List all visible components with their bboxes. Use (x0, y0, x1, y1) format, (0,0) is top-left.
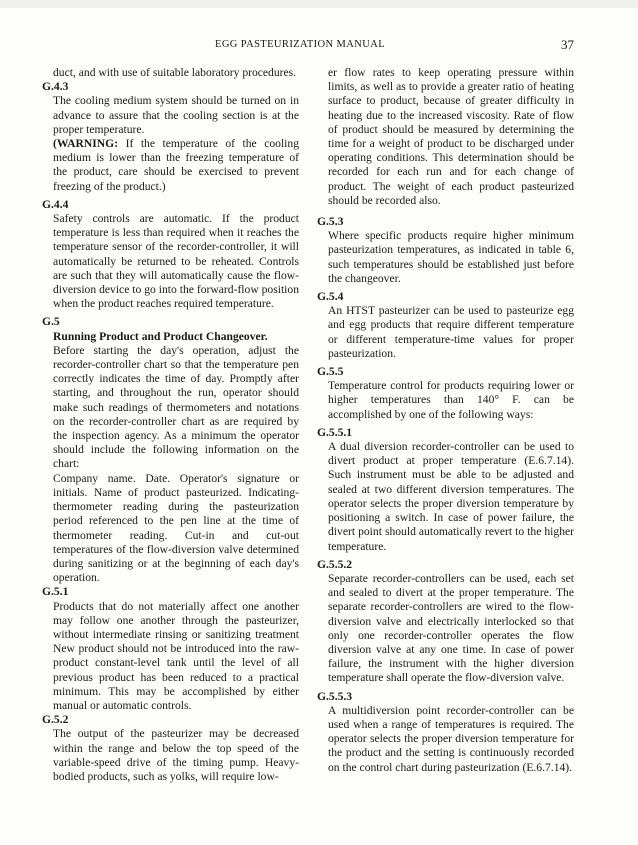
paragraph-g-5-5-3: A multidiversion point recorder-controller can be used when a range of temperatures is required. The operator selects the proper diversion temperature for the product and the setting is continuously recorded on the control chart during pasteurization (E.6.7.14). (328, 703, 574, 774)
section-heading-g-5-5-2: G.5.5.2 (317, 557, 353, 571)
section-heading-g-4-3: G.4.3 (42, 80, 69, 94)
section-heading-g-5-5-3: G.5.5.3 (317, 689, 353, 703)
paragraph-g-5-5-1: A dual diversion recorder-controller can be used to divert product at proper temperature (E.6.7.14). Such instrument must be able to be adjusted and sealed at two different diversion temperatures. The operator selects the proper diversion temperature by positioning a switch. In case of power failure, the divert point should automatically revert to the higher temperature. (328, 440, 574, 553)
section-heading-g-5-2: G.5.2 (42, 713, 69, 727)
page-number: 37 (561, 37, 574, 52)
paragraph-g-5: Before starting the day's operation, adjust the recorder-controller chart so that the temperature pen correctly indicates the time of day. Promptly after starting, and throughout the run, operator should make such readings of thermometers and notations on the recorder-controller chart as are required by the inspection agency. As a minimum the operator should include the following information on the chart: (53, 343, 299, 471)
section-heading-g-5-1: G.5.1 (42, 585, 69, 599)
paragraph-g-5-4: An HTST pasteurizer can be used to pasteurize egg and egg products that require different temperature or different temperature-time values for proper pasteurization. (328, 304, 574, 360)
section-heading-g-5-4: G.5.4 (317, 290, 344, 304)
section-heading-g-5-5: G.5.5 (317, 365, 344, 379)
warning-text: If the temperature of the cooling medium is lower than the freezing temperature of the product, care should be exercised to prevent freezing of the product.) (53, 137, 299, 193)
warning-paragraph (42, 137, 299, 194)
left-column (42, 66, 299, 784)
paragraph-g-5-5: Temperature control for products requiring lower or higher temperatures than 140° F. can be accomplished by one of the following ways: (328, 379, 574, 421)
scan-edge (0, 0, 638, 8)
continuation-text: duct, and with use of suitable laboratory procedures. (53, 66, 297, 79)
warning-label: (WARNING: (53, 137, 119, 151)
paragraph-g-5-1: Products that do not materially affect one another may follow one another through the pasteurizer, without intermediate rinsing or sanitizing treatment New product should not be introduced into the raw-product constant-level tank until the level of all previous product has been reduced to a practical minimum. This may be accomplished by either manual or automatic controls. (53, 599, 299, 712)
section-heading-g-4-4: G.4.4 (42, 197, 69, 211)
paragraph-g-4-4: Safety controls are automatic. If the product temperature is less than required when it reaches the temperature sensor of the recorder-controller, it will automatically be returned to be reheated. Controls are such that they will automatically cause the flow-diversion device to go into the forward-flow position when the product reaches required temperature. (53, 212, 299, 311)
continuation-text: er flow rates to keep operating pressure within limits, as well as to provide a greater ratio of heating surface to product, because of greater difficulty in heating due to the increased viscosity. Rate of flow of product should be measured by determining the time for a weight of product to be discharged under operating conditions. This determination should be recorded for each run and for each change of product. The weight of each product pasteurized should be recorded also. (328, 66, 574, 207)
right-column (317, 66, 574, 775)
paragraph-g-5-5-2: Separate recorder-controllers can be used, each set and sealed to divert at the proper temperature. The separate recorder-controllers are wired to the flow-diversion valve and electrically interlocked so that only one recorder-controller operates the flow diversion valve at any one time. In case of power failure, the instrument with the higher diversion temperature shall operate the flow-diversion valve. (328, 571, 574, 685)
paragraph-g-5-list: Company name. Date. Operator's signature or initials. Name of product pasteurized. Indicating-thermometer reading during the pasteurization period referenced to the pen line at the time of thermometer reading. Cut-in and cut-out temperatures of the flow-diversion valve determined during sanitizing or at the beginning of each day's operation. (53, 471, 299, 585)
section-heading-g-5: G.5 (42, 315, 60, 329)
section-subtitle: Running Product and Product Changeover. (53, 329, 268, 343)
paragraph-g-4-3: The cooling medium system should be turned on in advance to assure that the cooling section is at the proper temperature. (53, 94, 299, 136)
running-header: EGG PASTEURIZATION MANUAL (215, 39, 386, 50)
section-heading-g-5-5-1: G.5.5.1 (317, 425, 353, 439)
section-heading-g-5-3: G.5.3 (317, 215, 344, 229)
paragraph-g-5-3: Where specific products require higher minimum pasteurization temperatures, as indicated in table 6, such temperatures should be established just before the changeover. (328, 229, 574, 285)
paragraph-g-5-2: The output of the pasteurizer may be decreased within the range and below the top speed of the variable-speed drive of the timing pump. Heavy-bodied products, such as yolks, will require low- (53, 727, 299, 783)
